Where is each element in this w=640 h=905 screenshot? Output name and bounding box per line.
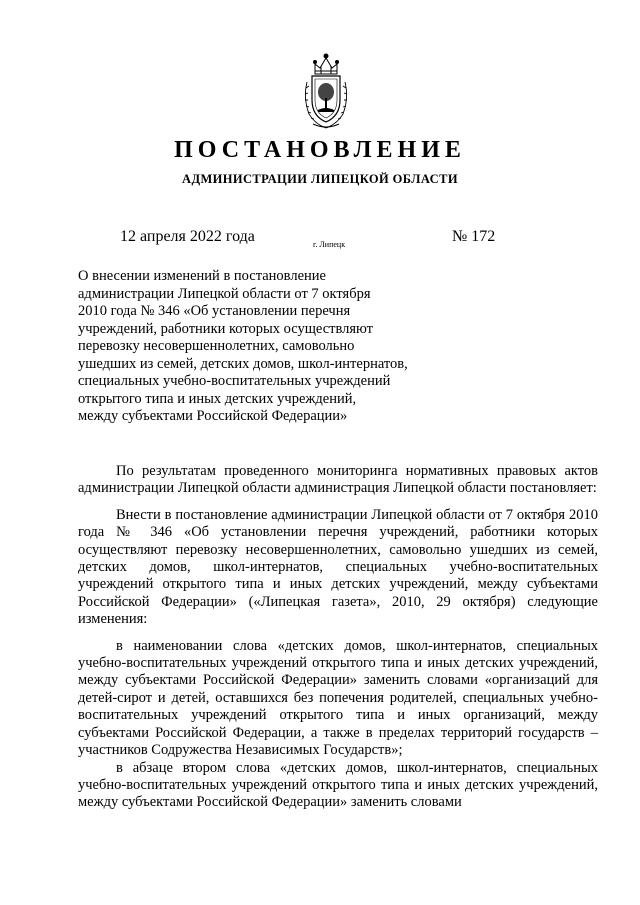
subject-line: учреждений, работники которых осуществляют	[78, 320, 374, 337]
subject-line: 2010 года № 346 «Об установлении перечня	[78, 303, 351, 319]
document-date: 12 апреля 2022 года	[120, 228, 255, 245]
subject-line: между субъектами Российской Федерации»	[78, 408, 348, 424]
document-title: ПОСТАНОВЛЕНИЕ	[174, 137, 466, 163]
document-subject	[78, 268, 418, 426]
coat-of-arms-emblem	[301, 52, 351, 130]
body-paragraph: в наименовании слова «детских домов, школ-интернатов, специальных учебно-воспитательных учреждений открытого типа и иных детских учреждений, между субъектами Российской Федерации» заменить словами «организаций для детей-сирот и детей, оставшихся без попечения родителей, специальных учебно-воспитательных учреждений открытого типа и иных организаций, между субъектами Российской Федерации, а также в пределах территорий государств – участников Содружества Независимых Государств»;	[78, 637, 598, 759]
document-body	[78, 463, 598, 812]
body-paragraph-intro: По результатам проведенного мониторинга нормативных правовых актов администрации Липецкой области администрация Липецкой области постановляет:	[78, 463, 598, 497]
subject-line: О внесении изменений в постановление	[78, 268, 326, 284]
body-paragraph: Внести в постановление администрации Липецкой области от 7 октября 2010 года № 346 «Об установлении перечня учреждений, работники которых осуществляют перевозку несовершеннолетних, самовольно ушедших из семей, детских домов, школ-интернатов, специальных учебно-воспитательных учреждений открытого типа и иных детских учреждений, между субъектами Российской Федерации» («Липецкая газета», 2010, 29 октября) следующие изменения:	[78, 506, 598, 628]
document-city: г. Липецк	[313, 240, 346, 249]
subject-line: перевозку несовершеннолетних, самовольно	[78, 338, 355, 354]
document-number: № 172	[452, 228, 496, 245]
subject-line: открытого типа и иных детских учреждений,	[78, 390, 357, 407]
subject-line: ушедших из семей, детских домов, школ-интернатов,	[78, 355, 408, 372]
body-paragraph: в абзаце втором слова «детских домов, школ-интернатов, специальных учебно-воспитательных учреждений открытого типа и иных детских учреждений, между субъектами Российской Федерации» заменить словами	[78, 759, 598, 811]
subject-line: специальных учебно-воспитательных учреждений	[78, 373, 391, 389]
issuing-authority: АДМИНИСТРАЦИИ ЛИПЕЦКОЙ ОБЛАСТИ	[182, 172, 458, 186]
subject-line: администрации Липецкой области от 7 октября	[78, 285, 371, 302]
